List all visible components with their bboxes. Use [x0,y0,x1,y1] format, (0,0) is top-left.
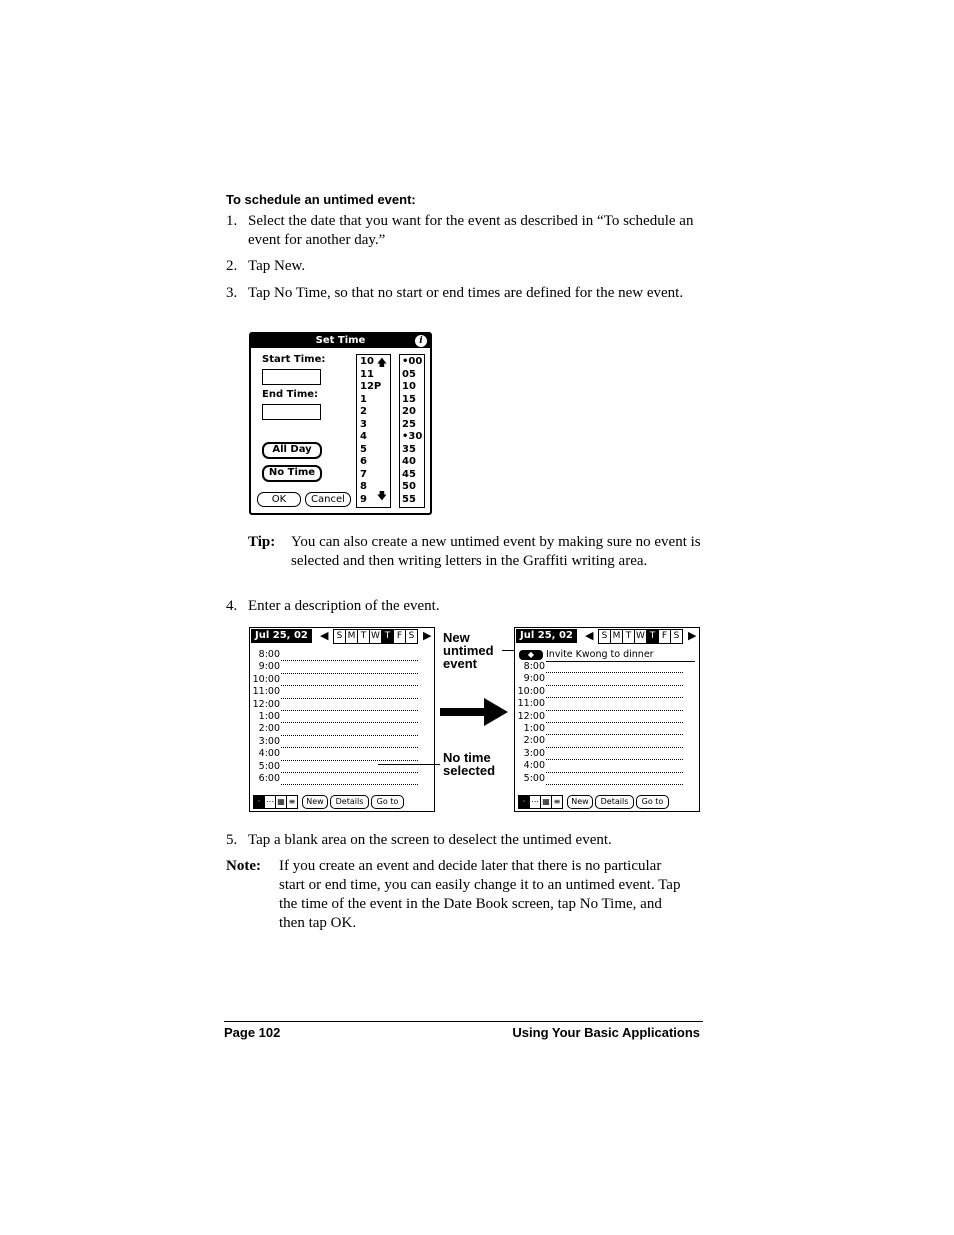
time-label: 2:00 [258,723,280,735]
minute-option[interactable]: •30 [402,431,423,442]
end-time-field[interactable] [262,404,321,420]
details-button[interactable]: Details [595,795,634,809]
minute-option[interactable]: 05 [402,368,416,380]
page-number: Page 102 [224,1025,281,1040]
hour-option[interactable]: 11 [360,368,374,380]
time-label: 2:00 [523,735,545,747]
prev-week-icon[interactable]: ◀ [585,629,594,642]
weekday-3[interactable]: W [634,629,647,644]
cancel-button[interactable]: Cancel [305,492,351,507]
callout-line [378,764,440,765]
step-text: Enter a description of the event. [248,598,440,614]
time-label: 4:00 [523,760,545,772]
hour-option[interactable]: 6 [360,456,367,467]
week-selector[interactable] [599,629,683,642]
date-title[interactable]: Jul 25, 02 [251,629,312,643]
info-icon[interactable]: i [415,335,427,347]
step-text: Select the date that you want for the event as described in “To schedule an event for another day.” [248,213,694,248]
untimed-diamond-icon[interactable]: ◆ [519,650,543,660]
weekday-6[interactable]: S [670,629,683,644]
week-view-icon[interactable]: ⋯ [264,795,276,809]
time-slot-row[interactable] [250,699,434,711]
time-label: 6:00 [258,773,280,784]
hour-option[interactable]: 1 [360,393,367,405]
day-view-before [249,627,435,812]
day-view-icon[interactable]: · [253,795,265,809]
prev-week-icon[interactable]: ◀ [320,629,329,642]
scroll-down-icon[interactable]: 🡇 [376,491,387,502]
time-slot-row[interactable] [515,735,699,747]
time-slot-row[interactable] [515,698,699,710]
time-slot-row[interactable] [250,711,434,723]
week-view-icon[interactable]: ⋯ [529,795,541,809]
dialog-title-text: Set Time [315,335,366,346]
weekday-0[interactable]: S [333,629,346,644]
time-slot-row[interactable] [250,649,434,661]
hour-option[interactable]: 3 [360,418,367,430]
weekday-1[interactable]: M [345,629,358,644]
weekday-1[interactable]: M [610,629,623,644]
hour-option[interactable]: 5 [360,443,367,455]
step-text: Tap a blank area on the screen to deselect the untimed event. [248,832,612,848]
time-slot-row[interactable] [250,761,434,773]
next-week-icon[interactable]: ▶ [423,629,432,642]
time-label: 4:00 [258,748,280,760]
week-selector[interactable] [334,629,418,642]
hour-option[interactable]: 12P [360,381,382,392]
weekday-3[interactable]: W [369,629,382,644]
set-time-dialog [249,332,432,515]
time-slot-row[interactable] [250,736,434,748]
weekday-4[interactable]: T [646,629,659,644]
no-time-button[interactable]: No Time [262,465,322,482]
date-title[interactable]: Jul 25, 02 [516,629,577,643]
time-label: 1:00 [258,711,280,722]
time-slot-row[interactable] [515,711,699,723]
note-text: If you create an event and decide later that there is no particular start or end time, you can easily change it to an untimed event. Tap the time of the event in the Date Book screen, tap No Time, and then tap OK. [279,858,681,931]
time-label: 5:00 [523,772,545,784]
minute-option[interactable]: 45 [402,468,416,480]
day-view-after [514,627,700,812]
day-view-icon[interactable]: · [518,795,530,809]
section-heading: To schedule an untimed event: [226,192,416,207]
weekday-5[interactable]: F [658,629,671,644]
footer-rule [224,1021,703,1022]
time-label: 3:00 [258,735,280,747]
callout-no-time: No time selected [443,750,496,778]
details-button[interactable]: Details [330,795,369,809]
time-slot-row[interactable] [515,723,699,735]
end-time-label: End Time: [262,389,319,400]
time-slot-row[interactable] [515,661,699,673]
time-slot-row[interactable] [515,760,699,772]
time-slot-row[interactable] [250,674,434,686]
hour-option[interactable]: 9 [360,493,367,505]
weekday-5[interactable]: F [393,629,406,644]
time-label: 5:00 [258,760,280,772]
minute-option[interactable]: 50 [402,481,416,492]
event-description[interactable]: Invite Kwong to dinner [546,648,695,662]
minute-option[interactable]: 35 [402,443,416,455]
time-label: 11:00 [517,698,545,710]
weekday-6[interactable]: S [405,629,418,644]
step-number: 5. [226,832,238,848]
time-label: 9:00 [523,673,545,685]
event-line[interactable] [546,784,683,785]
time-slot-row[interactable] [250,686,434,698]
hour-option[interactable]: 4 [360,431,367,442]
time-label: 3:00 [523,747,545,759]
time-slot-row[interactable] [515,686,699,698]
hour-option[interactable]: 8 [360,481,367,492]
weekday-4[interactable]: T [381,629,394,644]
minute-column[interactable] [399,354,425,508]
time-slot-row[interactable] [250,723,434,735]
time-label: 11:00 [252,686,280,698]
agenda-view-icon[interactable]: ≡ [286,795,298,809]
minute-option[interactable]: 55 [402,493,416,505]
time-label: 10:00 [517,685,545,697]
time-slot-row[interactable] [515,773,699,785]
time-slot-row[interactable] [250,773,434,785]
time-label: 12:00 [252,698,280,710]
month-view-icon[interactable]: ▦ [540,795,552,809]
step-text: Tap New. [248,258,306,274]
new-button[interactable]: New [567,795,593,809]
note-label: Note: [226,858,261,874]
minute-option[interactable]: 20 [402,406,416,417]
minute-option[interactable]: •00 [402,356,423,367]
start-time-label: Start Time: [262,354,326,365]
tip-label: Tip: [248,534,276,550]
right-arrow-icon [440,698,508,726]
time-label: 8:00 [523,661,545,672]
hour-option[interactable]: 7 [360,468,367,480]
time-label: 1:00 [523,723,545,734]
minute-option[interactable]: 25 [402,418,416,430]
event-line[interactable] [281,784,418,785]
agenda-view-icon[interactable]: ≡ [551,795,563,809]
time-slot-row[interactable] [515,673,699,685]
step-number: 4. [226,598,238,614]
section-title: Using Your Basic Applications [512,1025,700,1040]
hour-option[interactable]: 10 [360,356,374,367]
minute-option[interactable]: 15 [402,393,416,405]
time-slot-row[interactable] [250,748,434,760]
time-slot-row[interactable] [515,748,699,760]
step-number: 2. [226,258,238,274]
weekday-0[interactable]: S [598,629,611,644]
time-label: 10:00 [252,673,280,685]
goto-button[interactable]: Go to [371,795,404,809]
step-text: Tap No Time, so that no start or end times are defined for the new event. [248,285,684,301]
minute-option[interactable]: 40 [402,456,416,467]
ok-button[interactable]: OK [257,492,301,507]
time-label: 12:00 [517,710,545,722]
step-number: 1. [226,213,238,229]
all-day-button[interactable]: All Day [262,442,322,459]
start-time-field[interactable] [262,369,321,385]
hour-option[interactable]: 2 [360,406,367,417]
goto-button[interactable]: Go to [636,795,669,809]
weekday-2[interactable]: T [622,629,635,644]
scroll-up-icon[interactable]: 🡅 [376,358,387,369]
weekday-2[interactable]: T [357,629,370,644]
time-slot-row[interactable] [250,661,434,673]
tip-text: You can also create a new untimed event by making sure no event is selected and then writing letters in the Graffiti writing area. [291,534,701,569]
month-view-icon[interactable]: ▦ [275,795,287,809]
minute-option[interactable]: 10 [402,381,416,392]
time-label: 8:00 [258,649,280,660]
hour-column[interactable] [356,354,391,508]
callout-new-untimed: New untimed event [443,630,494,671]
new-button[interactable]: New [302,795,328,809]
dialog-title [251,334,430,348]
step-number: 3. [226,285,238,301]
next-week-icon[interactable]: ▶ [688,629,697,642]
time-label: 9:00 [258,661,280,673]
